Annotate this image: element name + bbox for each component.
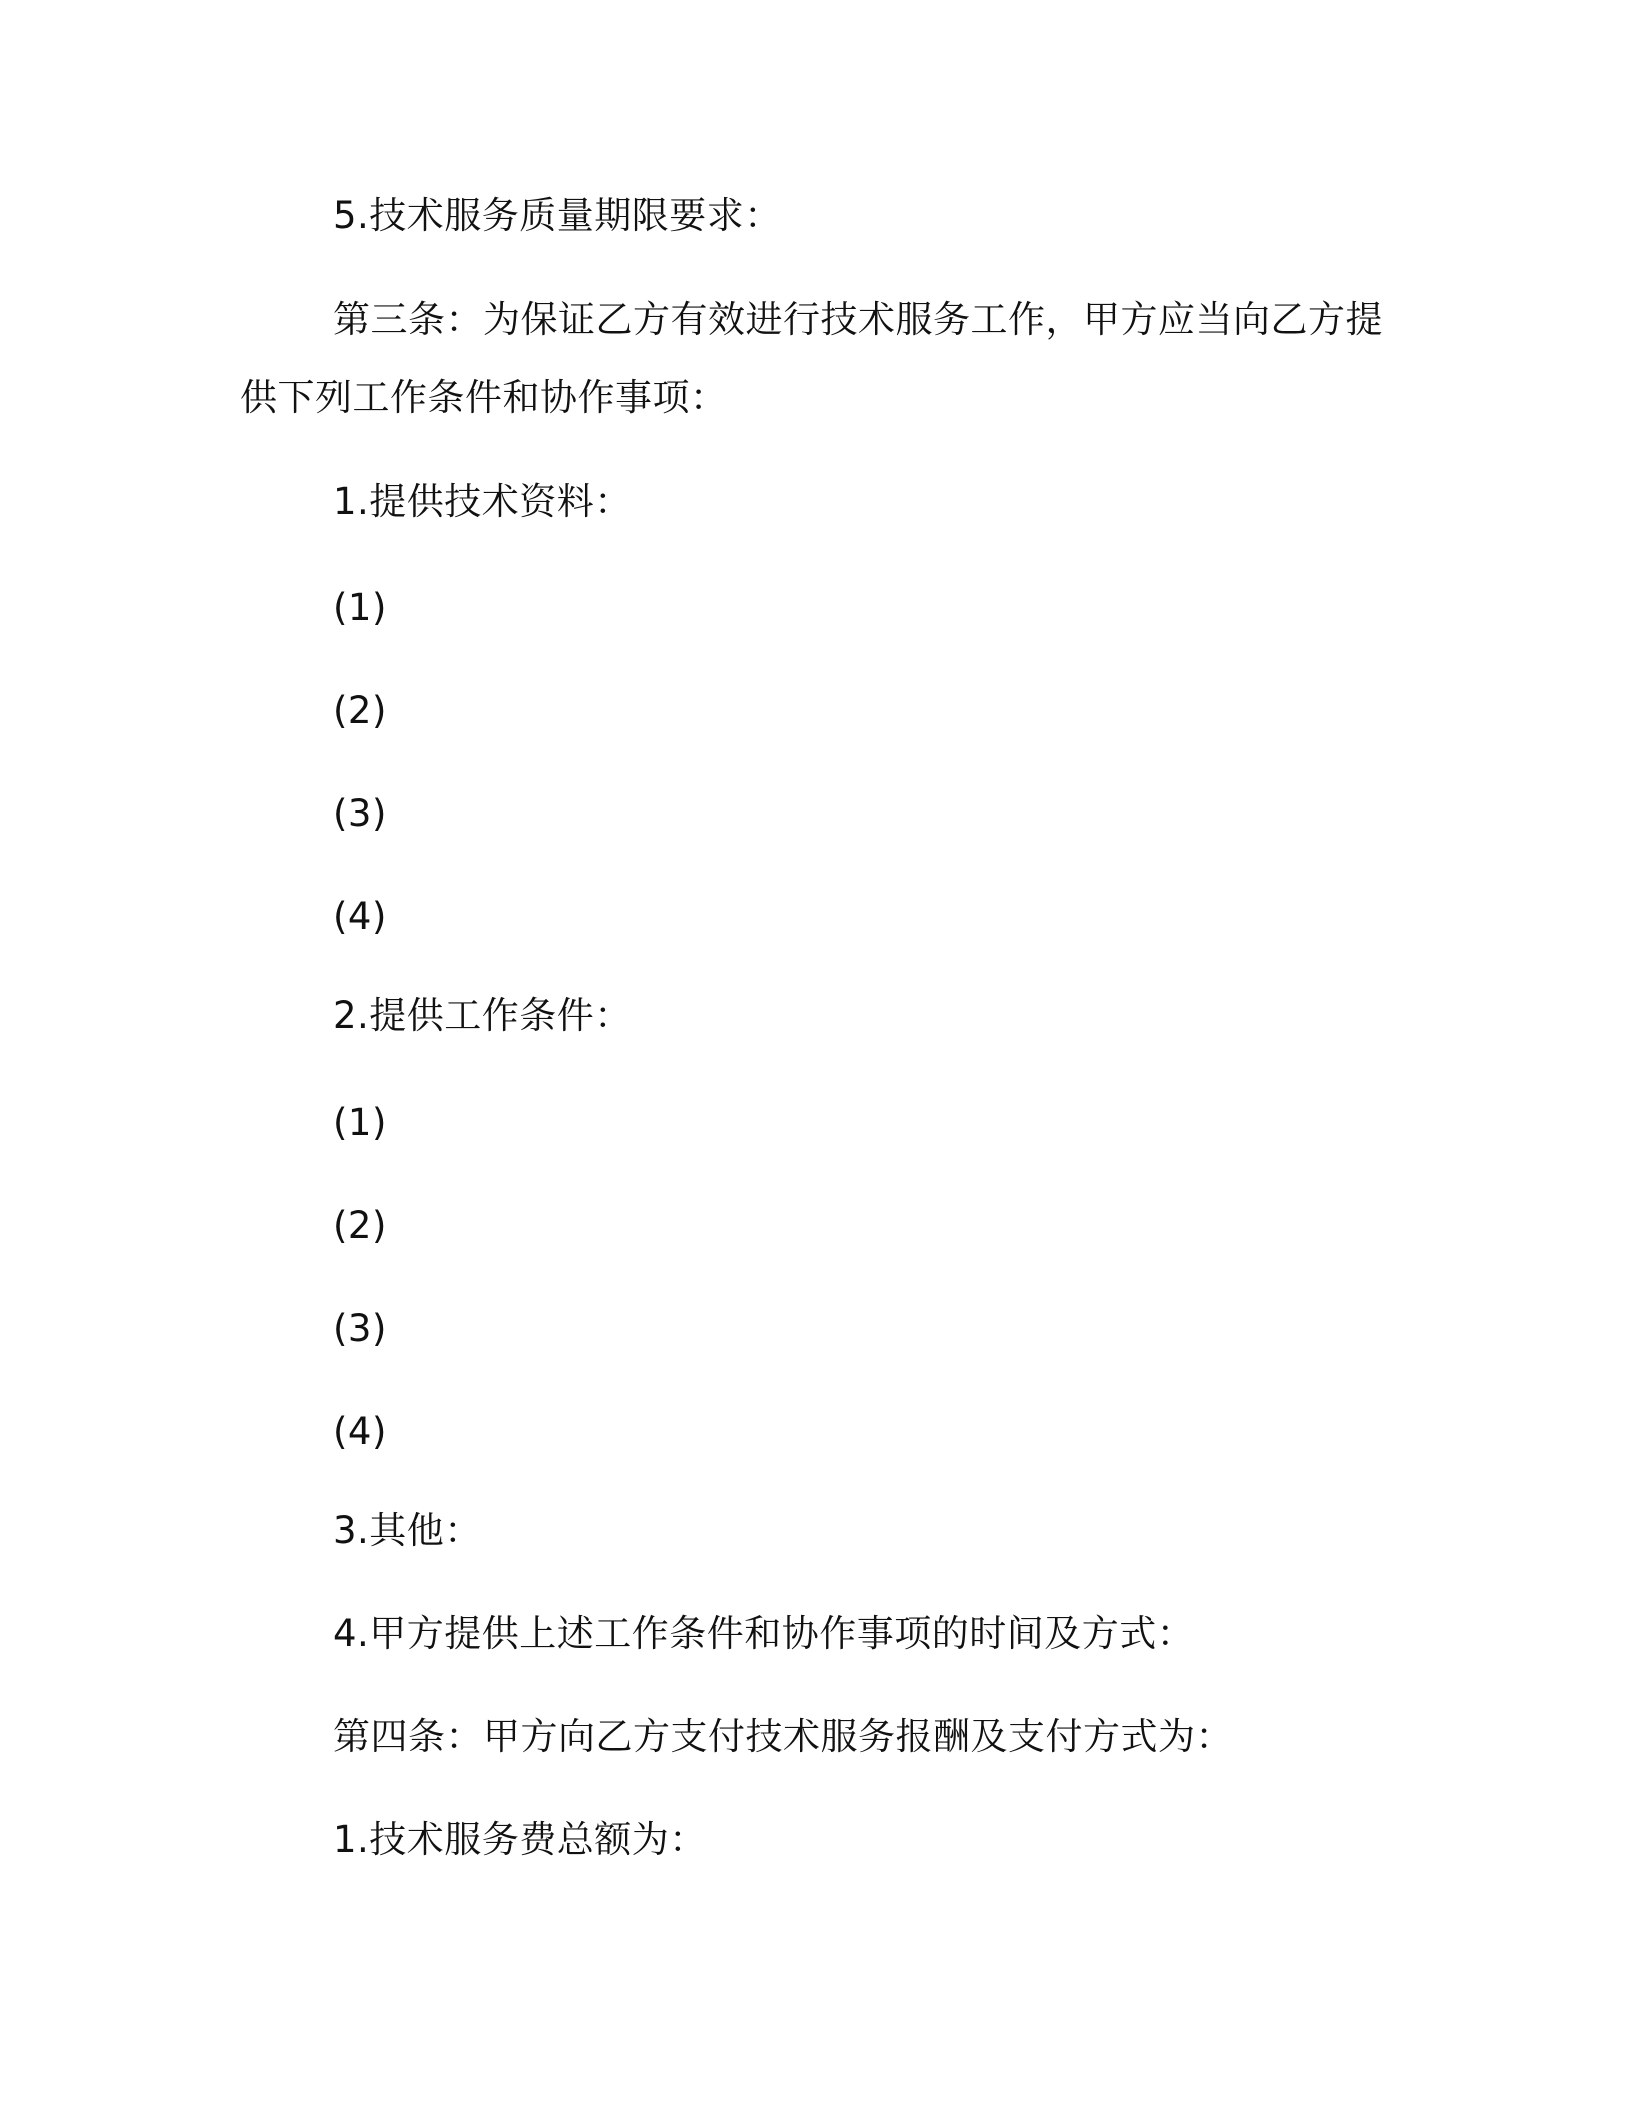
item-other: 3.其他：: [333, 1509, 482, 1552]
list-item: (2): [333, 1204, 387, 1247]
list-item: (1): [333, 1101, 387, 1144]
item-working-conditions: 2.提供工作条件：: [333, 994, 632, 1037]
article-three-heading: 第三条：为保证乙方有效进行技术服务工作，甲方应当向乙方提: [333, 298, 1383, 341]
item-technical-materials: 1.提供技术资料：: [333, 480, 632, 523]
article-three-continuation: 供下列工作条件和协作事项：: [240, 376, 728, 419]
list-item: (4): [333, 895, 387, 938]
clause-line-service-quality: 5.技术服务质量期限要求：: [333, 194, 782, 237]
article-four-heading: 第四条：甲方向乙方支付技术服务报酬及支付方式为：: [333, 1715, 1233, 1758]
list-item: (3): [333, 792, 387, 835]
list-item: (3): [333, 1307, 387, 1350]
list-item: (1): [333, 586, 387, 629]
item-time-and-method: 4.甲方提供上述工作条件和协作事项的时间及方式：: [333, 1612, 1195, 1655]
list-item: (2): [333, 689, 387, 732]
list-item: (4): [333, 1410, 387, 1453]
item-total-fee: 1.技术服务费总额为：: [333, 1818, 707, 1861]
